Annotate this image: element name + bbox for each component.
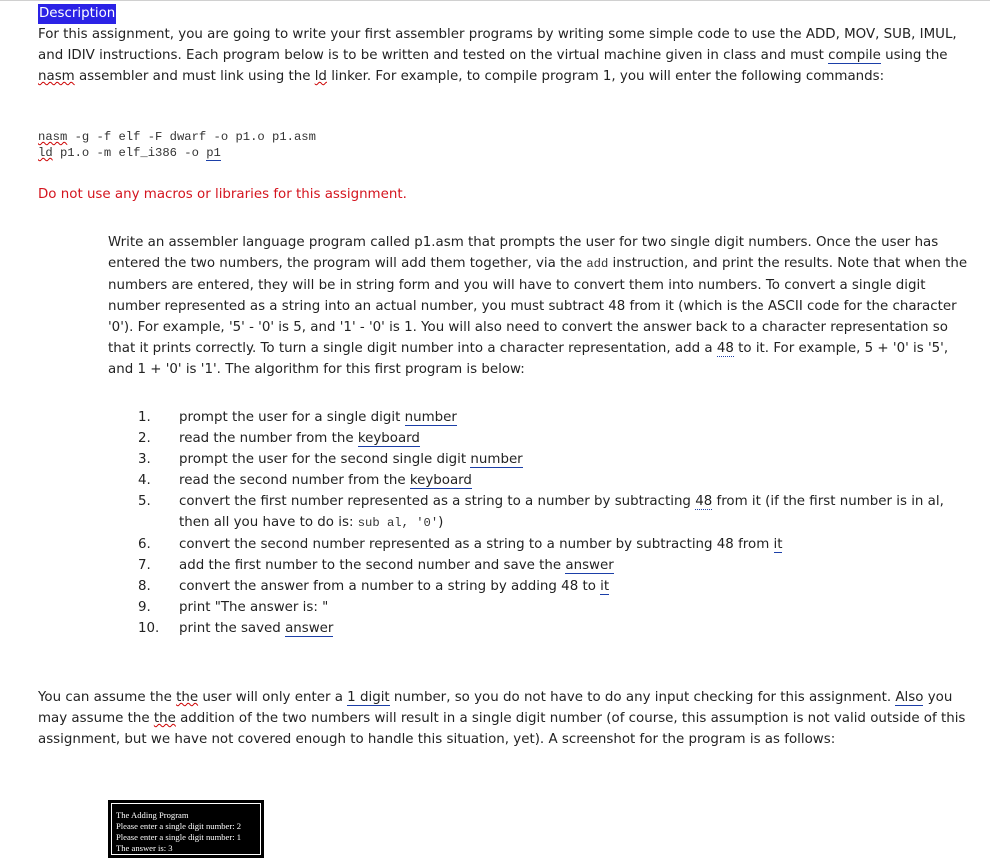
step-number: 5. (138, 494, 151, 509)
program-output-screenshot (108, 800, 264, 858)
closing-text-2: user will only enter a (198, 690, 348, 705)
closing-term-one: 1 (347, 690, 356, 705)
intro-text-1: For this assignment, you are going to write your first assembler programs by writing some simple code to use the ADD, MOV, SUB, IMUL, and IDIV instructions. Each program below is to be written and tested on the virtual machine given in class and must (38, 27, 957, 63)
command-2-args: p1.o -m elf_i386 -o (52, 146, 207, 160)
step-number: 3. (138, 452, 151, 467)
step-text: print the saved (179, 621, 286, 636)
command-line-2 (38, 145, 316, 161)
step-text-after: from it (if the first number is in al, then all you have to do is: (179, 494, 944, 530)
command-2-program: ld (38, 146, 53, 160)
terminal-line: The answer is: 3 (116, 843, 173, 853)
warning-note: Do not use any macros or libraries for this assignment. (38, 187, 407, 202)
step-item (138, 555, 968, 576)
step-item (138, 576, 968, 597)
command-line-1 (38, 129, 316, 145)
step-text: print "The answer is: " (179, 600, 329, 615)
step-term: answer (285, 621, 334, 636)
step-item (138, 407, 968, 428)
intro-text-4: linker. For example, to compile program 1, you will enter the following commands: (326, 69, 885, 84)
step-text: convert the answer from a number to a string by adding 48 to (179, 579, 601, 594)
closing-term-digit: digit (359, 690, 390, 705)
closing-text-1: You can assume the (38, 690, 177, 705)
step-text-end: ) (438, 515, 444, 530)
nasm-term: nasm (38, 69, 75, 84)
terminal-line: Please enter a single digit number: 2 (116, 821, 242, 831)
step-number: 9. (138, 600, 151, 615)
step-text: read the second number from the (179, 473, 410, 488)
top-divider (0, 0, 990, 1)
step-term: keyboard (409, 473, 472, 488)
closing-term-also: Also (895, 690, 924, 705)
value-48: 48 (716, 341, 734, 356)
ld-term: ld (314, 69, 327, 84)
step-term: number (404, 410, 457, 425)
intro-paragraph (38, 24, 968, 87)
step-number: 6. (138, 537, 151, 552)
step-text: prompt the user for the second single digit (179, 452, 471, 467)
algorithm-steps (138, 407, 968, 639)
command-1-args: -g -f elf -F dwarf -o p1.o p1.asm (67, 130, 316, 144)
step-item (138, 534, 968, 555)
compile-commands (38, 129, 316, 161)
step-item (138, 618, 968, 639)
step-number: 10. (138, 621, 160, 636)
step-number: 8. (138, 579, 151, 594)
task-text-2: instruction, and print the results. Note that when the numbers are entered, they will be in string form and you will have to convert them into numbers. To convert a single digit number represented as a string into an actual number, you must subtract 48 from it (which is the ASCII code for the character '0'). For example, '5' - '0' is 5, and '1' - '0' is 1. You will also need to convert the answer back to a character representation so that it prints correctly. To turn a single digit number into a character representation, add a (108, 256, 968, 356)
closing-text-4: you may assume the (38, 690, 953, 726)
step-item (138, 470, 968, 491)
closing-paragraph (38, 687, 968, 750)
step-text: read the number from the (179, 431, 358, 446)
duplicate-word: the (153, 711, 176, 726)
intro-text-3: assembler and must link using the (74, 69, 315, 84)
task-text-1: Write an assembler language program called p1.asm that prompts the user for two single digit numbers. Once the user has entered the two numbers, the program will add them together, via the (108, 235, 939, 271)
add-instruction: add (586, 257, 609, 271)
step-item (138, 491, 968, 534)
task-paragraph (108, 232, 968, 380)
step-term: keyboard (357, 431, 420, 446)
step-text: add the first number to the second number and save the (179, 558, 566, 573)
task-text-3: to it. For example, 5 + '0' is '5', and 1 + '0' is '1'. The algorithm for this first program is below: (108, 341, 949, 377)
step-term: it (773, 537, 783, 552)
step-term: answer (565, 558, 614, 573)
step-number: 4. (138, 473, 151, 488)
step-number: 7. (138, 558, 151, 573)
step-term: 48 (695, 494, 713, 509)
compile-term: compile (828, 48, 881, 63)
step-number: 1. (138, 410, 151, 425)
terminal-line: Please enter a single digit number: 1 (116, 832, 242, 842)
closing-text-5: addition of the two numbers will result in a single digit number (of course, this assumption is not valid outside of this assignment, but we have not covered enough to handle this situation, yet). A screenshot for the program is as follows: (38, 711, 966, 747)
duplicate-word: the (176, 690, 199, 705)
step-code: sub al, '0' (357, 516, 439, 530)
intro-text-2: using the (880, 48, 948, 63)
terminal-console (111, 803, 261, 855)
step-item (138, 449, 968, 470)
step-item (138, 597, 968, 618)
closing-text-3: number, so you do not have to do any input checking for this assignment. (389, 690, 896, 705)
command-2-output: p1 (206, 146, 221, 160)
step-text: prompt the user for a single digit (179, 410, 405, 425)
section-heading: Description (38, 4, 116, 24)
step-term: it (600, 579, 610, 594)
step-item (138, 428, 968, 449)
terminal-line: The Adding Program (116, 810, 189, 820)
step-text: convert the first number represented as a string to a number by subtracting (179, 494, 696, 509)
step-text: convert the second number represented as a string to a number by subtracting 48 from (179, 537, 774, 552)
command-1-program: nasm (38, 130, 68, 144)
step-number: 2. (138, 431, 151, 446)
step-term: number (470, 452, 523, 467)
